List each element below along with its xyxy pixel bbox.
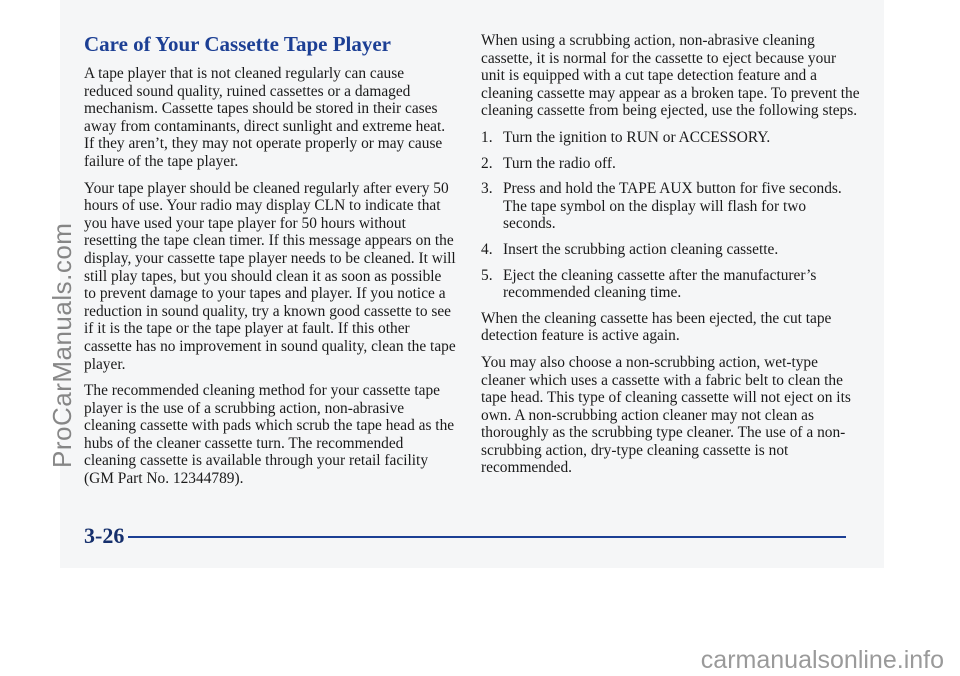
footer-rule: [128, 536, 846, 538]
step-item: [481, 267, 861, 302]
step-text: Press and hold the TAPE AUX button for five seconds. The tape symbol on the display will flash for two seconds.: [503, 180, 842, 233]
paragraph-ejected: When the cleaning cassette has been ejected, the cut tape detection feature is active again.: [481, 309, 832, 345]
step-number: 4.: [481, 240, 493, 258]
step-number: 5.: [481, 266, 493, 284]
section-title: Care of Your Cassette Tape Player: [84, 32, 391, 56]
paragraph-cleaning-method: The recommended cleaning method for your cassette tape player is the use of a scrubbing action, non-abrasive cleaning cassette with pads which scrub the tape head as the hubs of the cleaner cassette turn. The recommended cleaning cassette is available through your retail facility (GM Part No. 12344789).: [84, 382, 455, 488]
bottom-watermark-link[interactable]: carmanualsonline.info: [700, 646, 944, 674]
page-footer: [84, 524, 848, 548]
step-number: 2.: [481, 154, 493, 172]
paragraph-wet-type: You may also choose a non-scrubbing action, wet-type cleaner which uses a cassette with a fabric belt to clean the tape head. This type of cleaning cassette will not eject on its own. A non-scrubbing action cleaner may not clean as thoroughly as the scrubbing type cleaner. The use of a non-scrubbing action, dry-type cleaning cassette is not recommended.: [481, 353, 851, 477]
step-text: Eject the cleaning cassette after the manufacturer’s recommended cleaning time.: [503, 266, 817, 302]
step-item: [481, 241, 861, 259]
paragraph-cleaning-interval: Your tape player should be cleaned regularly after every 50 hours of use. Your radio may display CLN to indicate that you have used your tape player for 50 hours without resetting the tape clean timer. If this message appears on the display, your cassette tape player needs to be cleaned. It will still play tapes, but you should clean it as soon as possible to prevent damage to your tapes and player. If you notice a reduction in sound quality, try a known good cassette to see if it is the tape or the tape player at fault. If this other cassette has no improvement in sound quality, clean the tape player.: [84, 179, 456, 373]
paragraph-intro: A tape player that is not cleaned regularly can cause reduced sound quality, ruined cassettes or a damaged mechanism. Cassette tapes should be stored in their cases away from contaminants, direct sunlight and extreme heat. If they aren’t, they may not operate properly or may cause failure of the tape player.: [84, 65, 446, 170]
left-column: [84, 32, 456, 497]
side-watermark: ProCarManuals.com: [47, 222, 77, 468]
step-text: Turn the ignition to RUN or ACCESSORY.: [503, 128, 771, 146]
step-item: [481, 129, 861, 147]
step-number: 1.: [481, 128, 493, 146]
step-text: Turn the radio off.: [503, 154, 616, 172]
right-column: [481, 32, 861, 486]
page-number: 3-26: [84, 523, 125, 548]
step-item: [481, 155, 861, 173]
step-item: [481, 180, 861, 233]
paragraph-scrubbing-intro: When using a scrubbing action, non-abrasive cleaning cassette, it is normal for the cassette to eject because your unit is equipped with a cut tape detection feature and a cleaning cassette may appear as a broken tape. To prevent the cleaning cassette from being ejected, use the following steps.: [481, 32, 860, 120]
steps-list: [481, 129, 861, 302]
step-number: 3.: [481, 180, 493, 198]
step-text: Insert the scrubbing action cleaning cassette.: [503, 240, 779, 258]
